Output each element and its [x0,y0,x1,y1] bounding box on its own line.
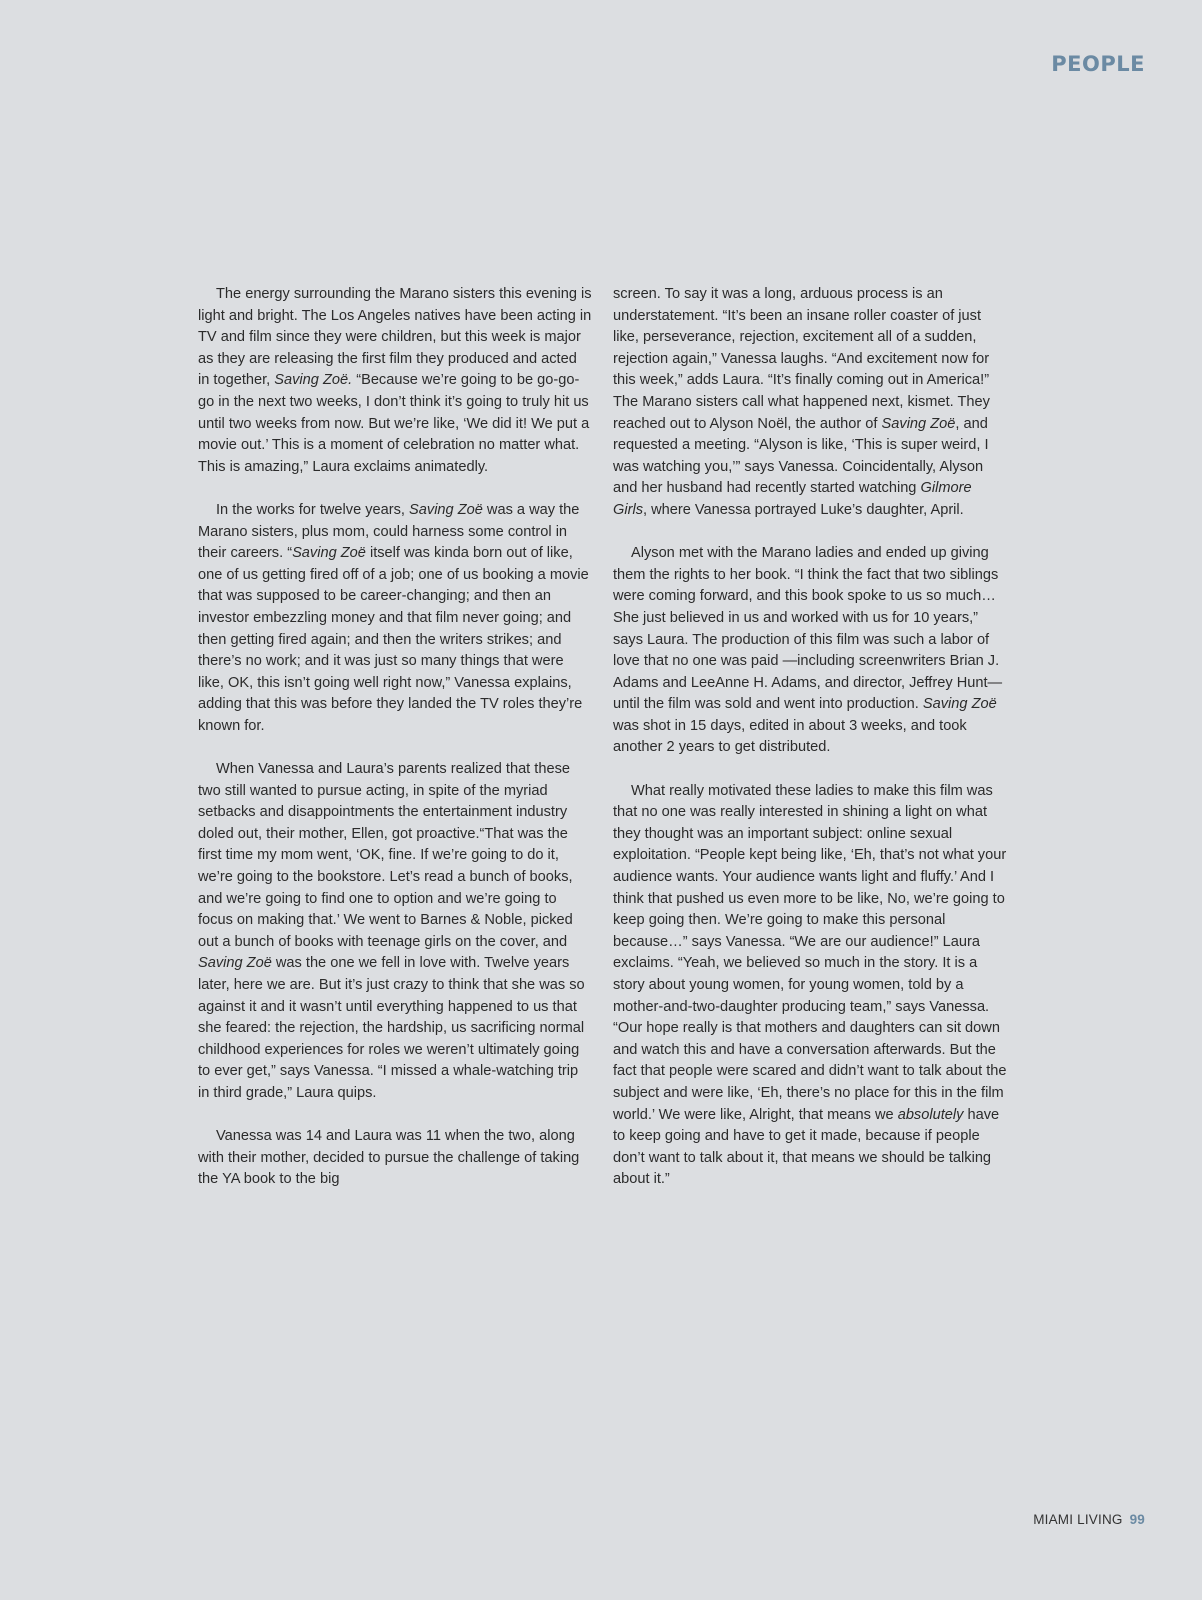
section-label: PEOPLE [1051,52,1145,76]
paragraph: What really motivated these ladies to make this film was that no one was really interested in shining a light on what they thought was an important subject: online sexual exploitation. “People kept being like, ‘Eh, that’s not what your audience wants. Your audience wants light and fluffy.’ And I think that pushed us even more to be like, No, we’re going to keep going then. We’re going to make this personal because…” says Vanessa. “We are our audience!” Laura exclaims. “Yeah, we believed so much in the story. It is a story about young women, for young women, told by a mother-and-two-daughter producing team,” says Vanessa. “Our hope really is that mothers and daughters can sit down and watch this and have a conversation afterwards. But the fact that people were scared and didn’t want to talk about the subject and were like, ‘Eh, there’s no place for this in the film world.’ We were like, Alright, that means we absolutely have to keep going and have to get it made, because if people don’t want to talk about it, that means we should be talking about it.” [613,782,1007,1188]
article-column-left [198,284,592,1213]
italic-title: Saving Zoë [292,545,366,562]
italic-title: Saving Zoë [409,501,483,518]
paragraph: Vanessa was 14 and Laura was 11 when the two, along with their mother, decided to pursue the challenge of taking the YA book to the big [198,1128,580,1188]
italic-title: absolutely [897,1106,964,1123]
publication-name: MIAMI LIVING [1033,1512,1123,1527]
page-footer [1033,1512,1145,1527]
paragraph: The energy surrounding the Marano sisters this evening is light and bright. The Los Angeles natives have been acting in TV and film since they were children, but this week is major as they are releasing the first film they produced and acted in together, Saving Zoë. “Because we’re going to be go-go-go in the next two weeks, I don’t think it’s going to truly hit us until two weeks from now. But we’re like, ‘We did it! We put a movie out.’ This is a moment of celebration no matter what. This is amazing,” Laura exclaims animatedly. [198,286,592,475]
italic-title: Saving Zoë [198,955,272,972]
article-column-right [613,284,1007,1213]
paragraph: screen. To say it was a long, arduous process is an understatement. “It’s been an insane roller coaster of just like, perseverance, rejection, excitement all of a sudden, rejection again,” Vanessa laughs. “And excitement now for this week,” adds Laura. “It’s finally coming out in America!” The Marano sisters call what happened next, kismet. They reached out to Alyson Noël, the author of Saving Zoë, and requested a meeting. “Alyson is like, ‘This is super weird, I was watching you,’” says Vanessa. Coincidentally, Alyson and her husband had recently started watching Gilmore Girls, where Vanessa portrayed Luke’s daughter, April. [613,286,990,518]
paragraph: Alyson met with the Marano ladies and ended up giving them the rights to her book. “I think the fact that two siblings were coming forward, and this book spoke to us so much… She just believed in us and worked with us for 10 years,” says Laura. The production of this film was such a labor of love that no one was paid —including screenwriters Brian J. Adams and LeeAnne H. Adams, and director, Jeffrey Hunt— until the film was sold and went into production. Saving Zoë was shot in 15 days, edited in about 3 weeks, and took another 2 years to get distributed. [613,545,1003,756]
italic-title: Saving Zoë [881,415,956,432]
italic-title: Saving Zoë [922,696,997,713]
page-number: 99 [1129,1512,1145,1527]
paragraph: When Vanessa and Laura’s parents realized that these two still wanted to pursue acting, in spite of the myriad setbacks and disappointments the entertainment industry doled out, their mother, Ellen, got proactive.“That was the first time my mom went, ‘OK, fine. If we’re going to do it, we’re going to the bookstore. Let’s read a bunch of books, and we’re going to find one to option and we’re going to focus on making that.’ We went to Barnes & Noble, picked out a bunch of books with teenage girls on the cover, and Saving Zoë was the one we fell in love with. Twelve years later, here we are. But it’s just crazy to think that she was so against it and it wasn’t until everything happened to us that she feared: the rejection, the hardship, us sacrificing normal childhood experiences for roles we weren’t ultimately going to ever get,” says Vanessa. “I missed a whale-watching trip in third grade,” Laura quips. [198,761,585,1101]
paragraph: In the works for twelve years, Saving Zoë was a way the Marano sisters, plus mom, could harness some control in their careers. “Saving Zoë itself was kinda born out of like, one of us getting fired off of a job; one of us booking a movie that was supposed to be career-changing; and then an investor embezzling money and that film never going; and then getting fired again; and then the writers strikes; and there’s no work; and it was just so many things that were like, OK, this isn’t going well right now,” Vanessa explains, adding that this was before they landed the TV roles they’re known for. [198,501,589,734]
italic-title: Gilmore Girls [613,480,972,518]
italic-title: Saving Zoë. [274,372,353,389]
